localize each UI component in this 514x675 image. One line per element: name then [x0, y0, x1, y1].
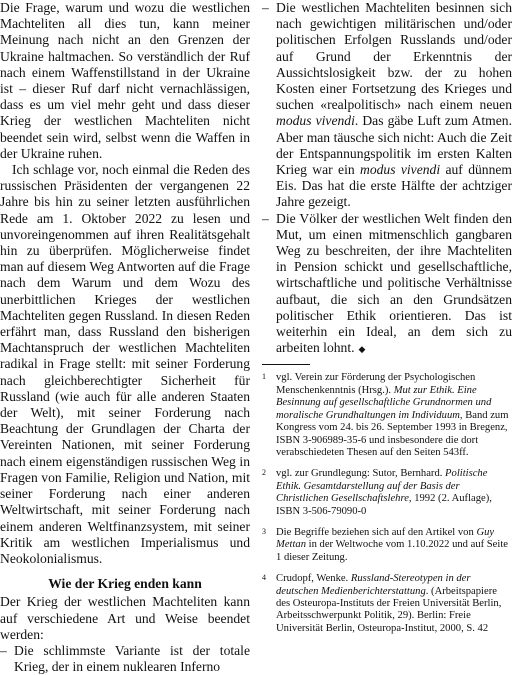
footnote-text: in der Weltwoche vom 1.10.2022 und auf Seite 1 dieser Zeitung.: [276, 539, 508, 563]
footnote-title: Russland-Stereotypen in der deutschen Medienberichterstattung: [276, 573, 471, 597]
footnote-text: . (Arbeitspapiere des Osteuropa-Instituts der Freien Universität Berlin, Arbeitsschwerpunkt Politik, 29). Berlin: Freie Universität Berlin, Osteuropa-Institut, 2000, S. 42: [276, 585, 502, 634]
list-item-2-text-a: Die westlichen Machteliten besinnen sich nach gewichtigen militärischen und/oder politischen Erfolgen Russlands und/oder auf Grund der Erkenntnis der Aussichtslosigkeit bzw. der zu hohen Kosten einer Fortsetzung des Krieges und suchen «realpolitisch» nach einem neuen: [276, 0, 512, 113]
paragraph-2: Ich schlage vor, noch einmal die Reden des russischen Präsidenten der vergangenen 22 Jahre bis hin zu seiner letzten ausführlichen Rede am 1. Oktober 2022 zu lesen und unvoreingenommen auf ihren Realitätsgehalt hin zu überprüfen. Möglicherweise findet man auf diesem Weg Antworten auf die Frage nach dem Warum und dem Wozu des unerbittlichen Krieges der westlichen Machteliten gegen Russland. In diesen Reden erfährt man, dass Russland den bisherigen Machtanspruch der westlichen Machteliten radikal in Frage stellt: mit seiner Forderung nach gleichberechtigter Sicherheit für Russland (wie auch für alle anderen Staaten der Welt), mit seiner Forderung nach Beachtung der Grundlagen der Charta der Vereinten Nationen, mit seiner Forderung nach einem eigenständigen russischen Weg in Fragen von Familie, Religion und Nation, mit seiner Forderung nach einer anderen Weltwirtschaft, mit seiner Forderung nach einem anderen Weltfinanzsystem, mit seiner Kritik am westlichen Imperialismus und Neokolonialismus.: [0, 162, 250, 566]
right-column: [262, 0, 512, 644]
footnote-author: Guy Mettan: [276, 526, 495, 551]
end-mark-icon: ◆: [358, 344, 366, 355]
section-heading: Wie der Krieg enden kann: [48, 576, 202, 592]
footnote-text: Die Begriffe beziehen sich auf den Artikel von: [276, 526, 477, 538]
footnote-1: [262, 372, 512, 459]
list-item-3: [262, 211, 512, 358]
dash-marker: –: [0, 642, 7, 658]
footnote-title: Politische Ethik. Gesamtdarstellung auf der Basis der Christlichen Gesellschaftslehre: [276, 468, 488, 505]
list-item-2: [262, 0, 512, 211]
footnote-3: [262, 527, 512, 564]
paragraph-1: Die Frage, warum und wozu die westlichen Machteliten all dies tun, kann meiner Meinung nach nicht an den Grenzen der Ukraine haltmachen. So verständlich der Ruf nach einem Waffenstillstand in der Ukraine ist – dieser Ruf darf nicht vernachlässigen, dass es um viel mehr geht und dass dieser Krieg der westlichen Machteliten nicht beendet sein wird, selbst wenn die Waffen in der Ukraine ruhen.: [0, 0, 250, 161]
footnote-2: [262, 468, 512, 518]
footnote-divider: [262, 364, 310, 365]
footnote-number: 4: [262, 573, 266, 583]
list-item-3-text: Die Völker der westlichen Welt finden den Mut, um einen mitmenschlich gangbaren Weg zu beschreiten, der ihre Machteliten in Pension schickt und gesellschaftliche, wirtschaftliche und politische Verhältnisse aufbaut, die sich an den Grundsätzen politischer Ethik orientieren. Das ist weiterhin ein Ideal, an dem sich zu arbeiten lohnt.: [276, 210, 512, 356]
dash-marker: –: [262, 0, 269, 15]
footnote-text: vgl. Verein zur Förderung der Psychologischen Menschenkenntnis (Hrsg.).: [276, 372, 476, 396]
footnote-text: , 1992 (2. Auflage), ISBN 3-506-79090-0: [276, 493, 492, 517]
list-item-2-text-c: auf dünnem Eis. Das hat die erste Hälfte der achtziger Jahre gezeigt.: [276, 162, 512, 210]
list-item-1: [0, 643, 250, 675]
list-item-2-text-b: . Das gäbe Luft zum Atmen. Aber man täusche sich nicht: Auch die Zeit der Entspannungspolitik im ersten Kalten Krieg war ein: [276, 113, 512, 178]
footnote-text: Crudopf, Wenke.: [276, 573, 351, 585]
footnote-number: 2: [262, 468, 266, 478]
footnote-title: Mut zur Ethik. Eine Besinnung auf gesellschaftliche Grundnormen und moralische Grundhaltungen im Individuum: [276, 384, 492, 421]
dash-marker: –: [262, 210, 269, 226]
footnote-number: 1: [262, 372, 266, 382]
list-item-1-text: Die schlimmste Variante ist der totale Krieg, der in einem nuklearen Inferno: [14, 642, 250, 675]
paragraph-3: Der Krieg der westlichen Machteliten kann auf verschiedene Art und Weise beendet werden:: [0, 594, 250, 642]
footnote-text: vgl. zur Grundlegung: Sutor, Bernhard.: [276, 468, 446, 480]
footnote-text: , Band zum Kongress vom 24. bis 26. September 1993 in Bregenz, ISBN 3-906989-35-6 und insbesondere die dort verabschiedeten Thesen auf den Seiten 543ff.: [276, 409, 509, 458]
list-item-2-emphasis-2: modus vivendi: [360, 162, 441, 178]
footnote-number: 3: [262, 526, 266, 536]
footnote-4: [262, 573, 512, 635]
list-item-2-emphasis-1: modus vivendi: [276, 113, 355, 129]
